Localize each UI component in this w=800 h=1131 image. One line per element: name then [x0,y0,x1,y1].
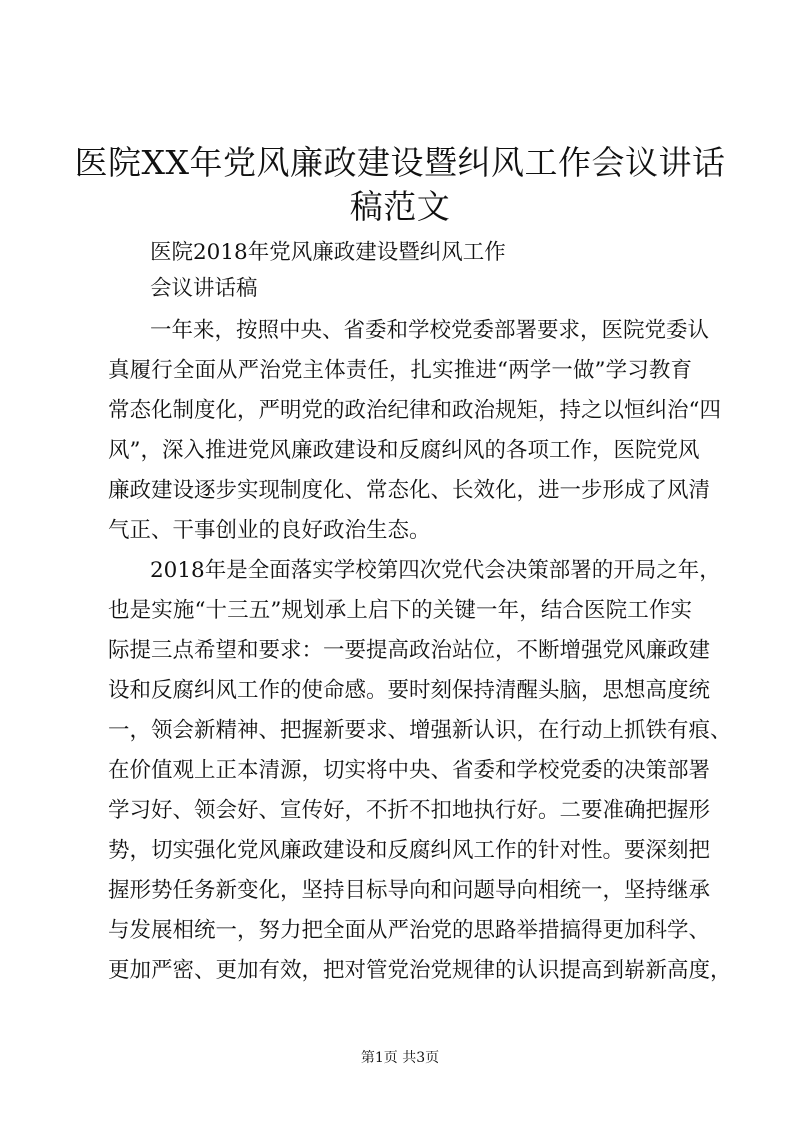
subtitle-line-2: 会议讲话稿 [150,276,258,301]
paragraph-1-line-3: 常态化制度化，严明党的政治纪律和政治规矩，持之以恒纠治“四 [108,398,721,423]
page-footer: 第1页 共3页 [360,1050,440,1066]
paragraph-2-line-11: 更加严密、更加有效，把对管党治党规律的认识提高到崭新高度， [108,958,732,983]
paragraph-1-line-6: 气正、干事创业的良好政治生态。 [108,518,431,543]
paragraph-1-line-1: 一年来，按照中央、省委和学校党委部署要求，医院党委认 [150,318,710,343]
paragraph-1-line-5: 廉政建设逐步实现制度化、常态化、长效化，进一步形成了风清 [108,478,711,503]
paragraph-2-line-3: 际提三点希望和要求：一要提高政治站位，不断增强党风廉政建 [108,638,711,663]
paragraph-2-line-1: 2018年是全面落实学校第四次党代会决策部署的开局之年， [150,558,721,583]
paragraph-2-line-9: 握形势任务新变化，坚持目标导向和问题导向相统一，坚持继承 [108,878,711,903]
document-title-line-2: 稿范文 [349,187,451,226]
paragraph-2-line-2: 也是实施“十三五”规划承上启下的关键一年，结合医院工作实 [108,598,692,623]
paragraph-2-line-8: 势，切实强化党风廉政建设和反腐纠风工作的针对性。要深刻把 [108,838,711,863]
paragraph-2-line-5: 一，领会新精神、把握新要求、增强新认识，在行动上抓铁有痕、 [108,718,732,743]
paragraph-2-line-4: 设和反腐纠风工作的使命感。要时刻保持清醒头脑，思想高度统 [108,678,711,703]
paragraph-1-line-2: 真履行全面从严治党主体责任，扎实推进“两学一做”学习教育 [108,358,692,383]
paragraph-1-line-4: 风”，深入推进党风廉政建设和反腐纠风的各项工作，医院党风 [108,438,700,463]
paragraph-2-line-10: 与发展相统一，努力把全面从严治党的思路举措搞得更加科学、 [108,918,711,943]
subtitle-line-1: 医院2018年党风廉政建设暨纠风工作 [150,240,506,265]
document-title-line-1: 医院XX年党风廉政建设暨纠风工作会议讲话 [74,143,726,182]
paragraph-2-line-7: 学习好、领会好、宣传好，不折不扣地执行好。二要准确把握形 [108,798,711,823]
paragraph-2-line-6: 在价值观上正本清源，切实将中央、省委和学校党委的决策部署 [108,758,711,783]
